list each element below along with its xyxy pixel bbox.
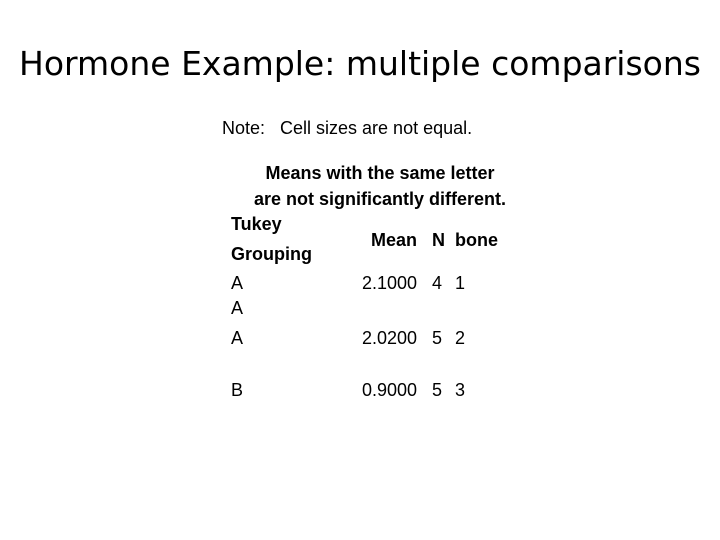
note-text: Note: Cell sizes are not equal.	[222, 118, 473, 138]
caption-line-2: are not significantly different.	[253, 189, 507, 209]
caption-line-1: Means with the same letter	[265, 163, 495, 183]
header-n: N	[432, 230, 445, 250]
cell-group: A	[231, 298, 244, 318]
slide-title: Hormone Example: multiple comparisons	[19, 44, 701, 83]
header-bone: bone	[455, 230, 498, 250]
cell-group: A	[231, 328, 244, 348]
cell-mean: 0.9000	[362, 380, 418, 400]
cell-bone: 1	[455, 273, 466, 293]
cell-n: 5	[432, 380, 443, 400]
header-mean: Mean	[371, 230, 418, 250]
cell-bone: 2	[455, 328, 466, 348]
header-grouping-line-2: Grouping	[231, 244, 312, 264]
cell-group: A	[231, 273, 244, 293]
cell-group: B	[231, 380, 244, 400]
cell-n: 4	[432, 273, 443, 293]
caption	[230, 160, 530, 212]
cell-bone: 3	[455, 380, 466, 400]
cell-mean: 2.0200	[362, 328, 418, 348]
cell-n: 5	[432, 328, 443, 348]
cell-mean: 2.1000	[362, 273, 418, 293]
header-grouping-line-1: Tukey	[231, 214, 282, 234]
